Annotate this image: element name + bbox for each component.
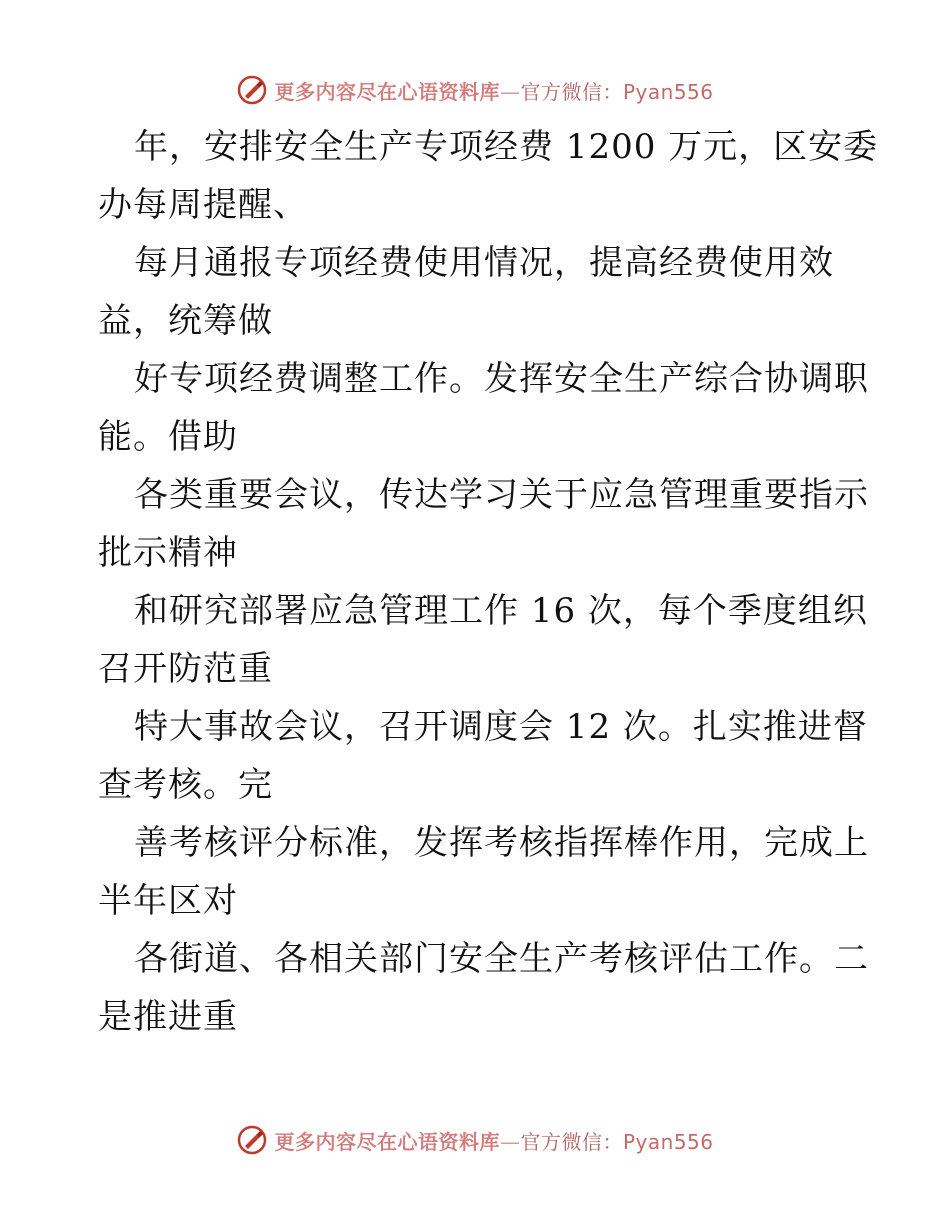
watermark-separator: — [499,79,521,104]
body-line: 各类重要会议，传达学习关于应急管理重要指示 [134,475,869,515]
body-line: 批示精神 [98,533,238,573]
body-line: 查考核。完 [98,765,273,805]
watermark-header [0,70,950,110]
body-line: 办每周提醒、 [98,185,308,225]
body-line: 每月通报专项经费使用情况，提高经费使用效 [134,243,834,283]
watermark-main-text: 更多内容尽在心语资料库 [274,1129,500,1154]
watermark-footer [0,1120,950,1160]
body-line: 是推进重 [98,997,238,1037]
pen-logo-icon [236,1124,268,1156]
body-line: 善考核评分标准，发挥考核指挥棒作用，完成上 [134,823,869,863]
watermark-main-text: 更多内容尽在心语资料库 [274,79,500,104]
body-line: 半年区对 [98,881,238,921]
watermark-id: Pyan556 [622,79,714,104]
watermark-separator: — [499,1129,521,1154]
body-line: 特大事故会议，召开调度会 12 次。扎实推进督 [134,707,868,747]
watermark-label: 官方微信： [520,79,623,104]
body-line: 召开防范重 [98,649,273,689]
body-line: 好专项经费调整工作。发挥安全生产综合协调职 [134,359,869,399]
watermark-label: 官方微信： [520,1129,623,1154]
pen-logo-icon [236,74,268,106]
body-line: 益，统筹做 [98,301,273,341]
watermark-id: Pyan556 [622,1129,714,1154]
body-line: 年，安排安全生产专项经费 1200 万元，区安委 [134,127,879,167]
body-line: 和研究部署应急管理工作 16 次，每个季度组织 [134,591,868,631]
body-line: 各街道、各相关部门安全生产考核评估工作。二 [134,939,869,979]
document-body [98,118,879,1046]
body-line: 能。借助 [98,417,238,457]
